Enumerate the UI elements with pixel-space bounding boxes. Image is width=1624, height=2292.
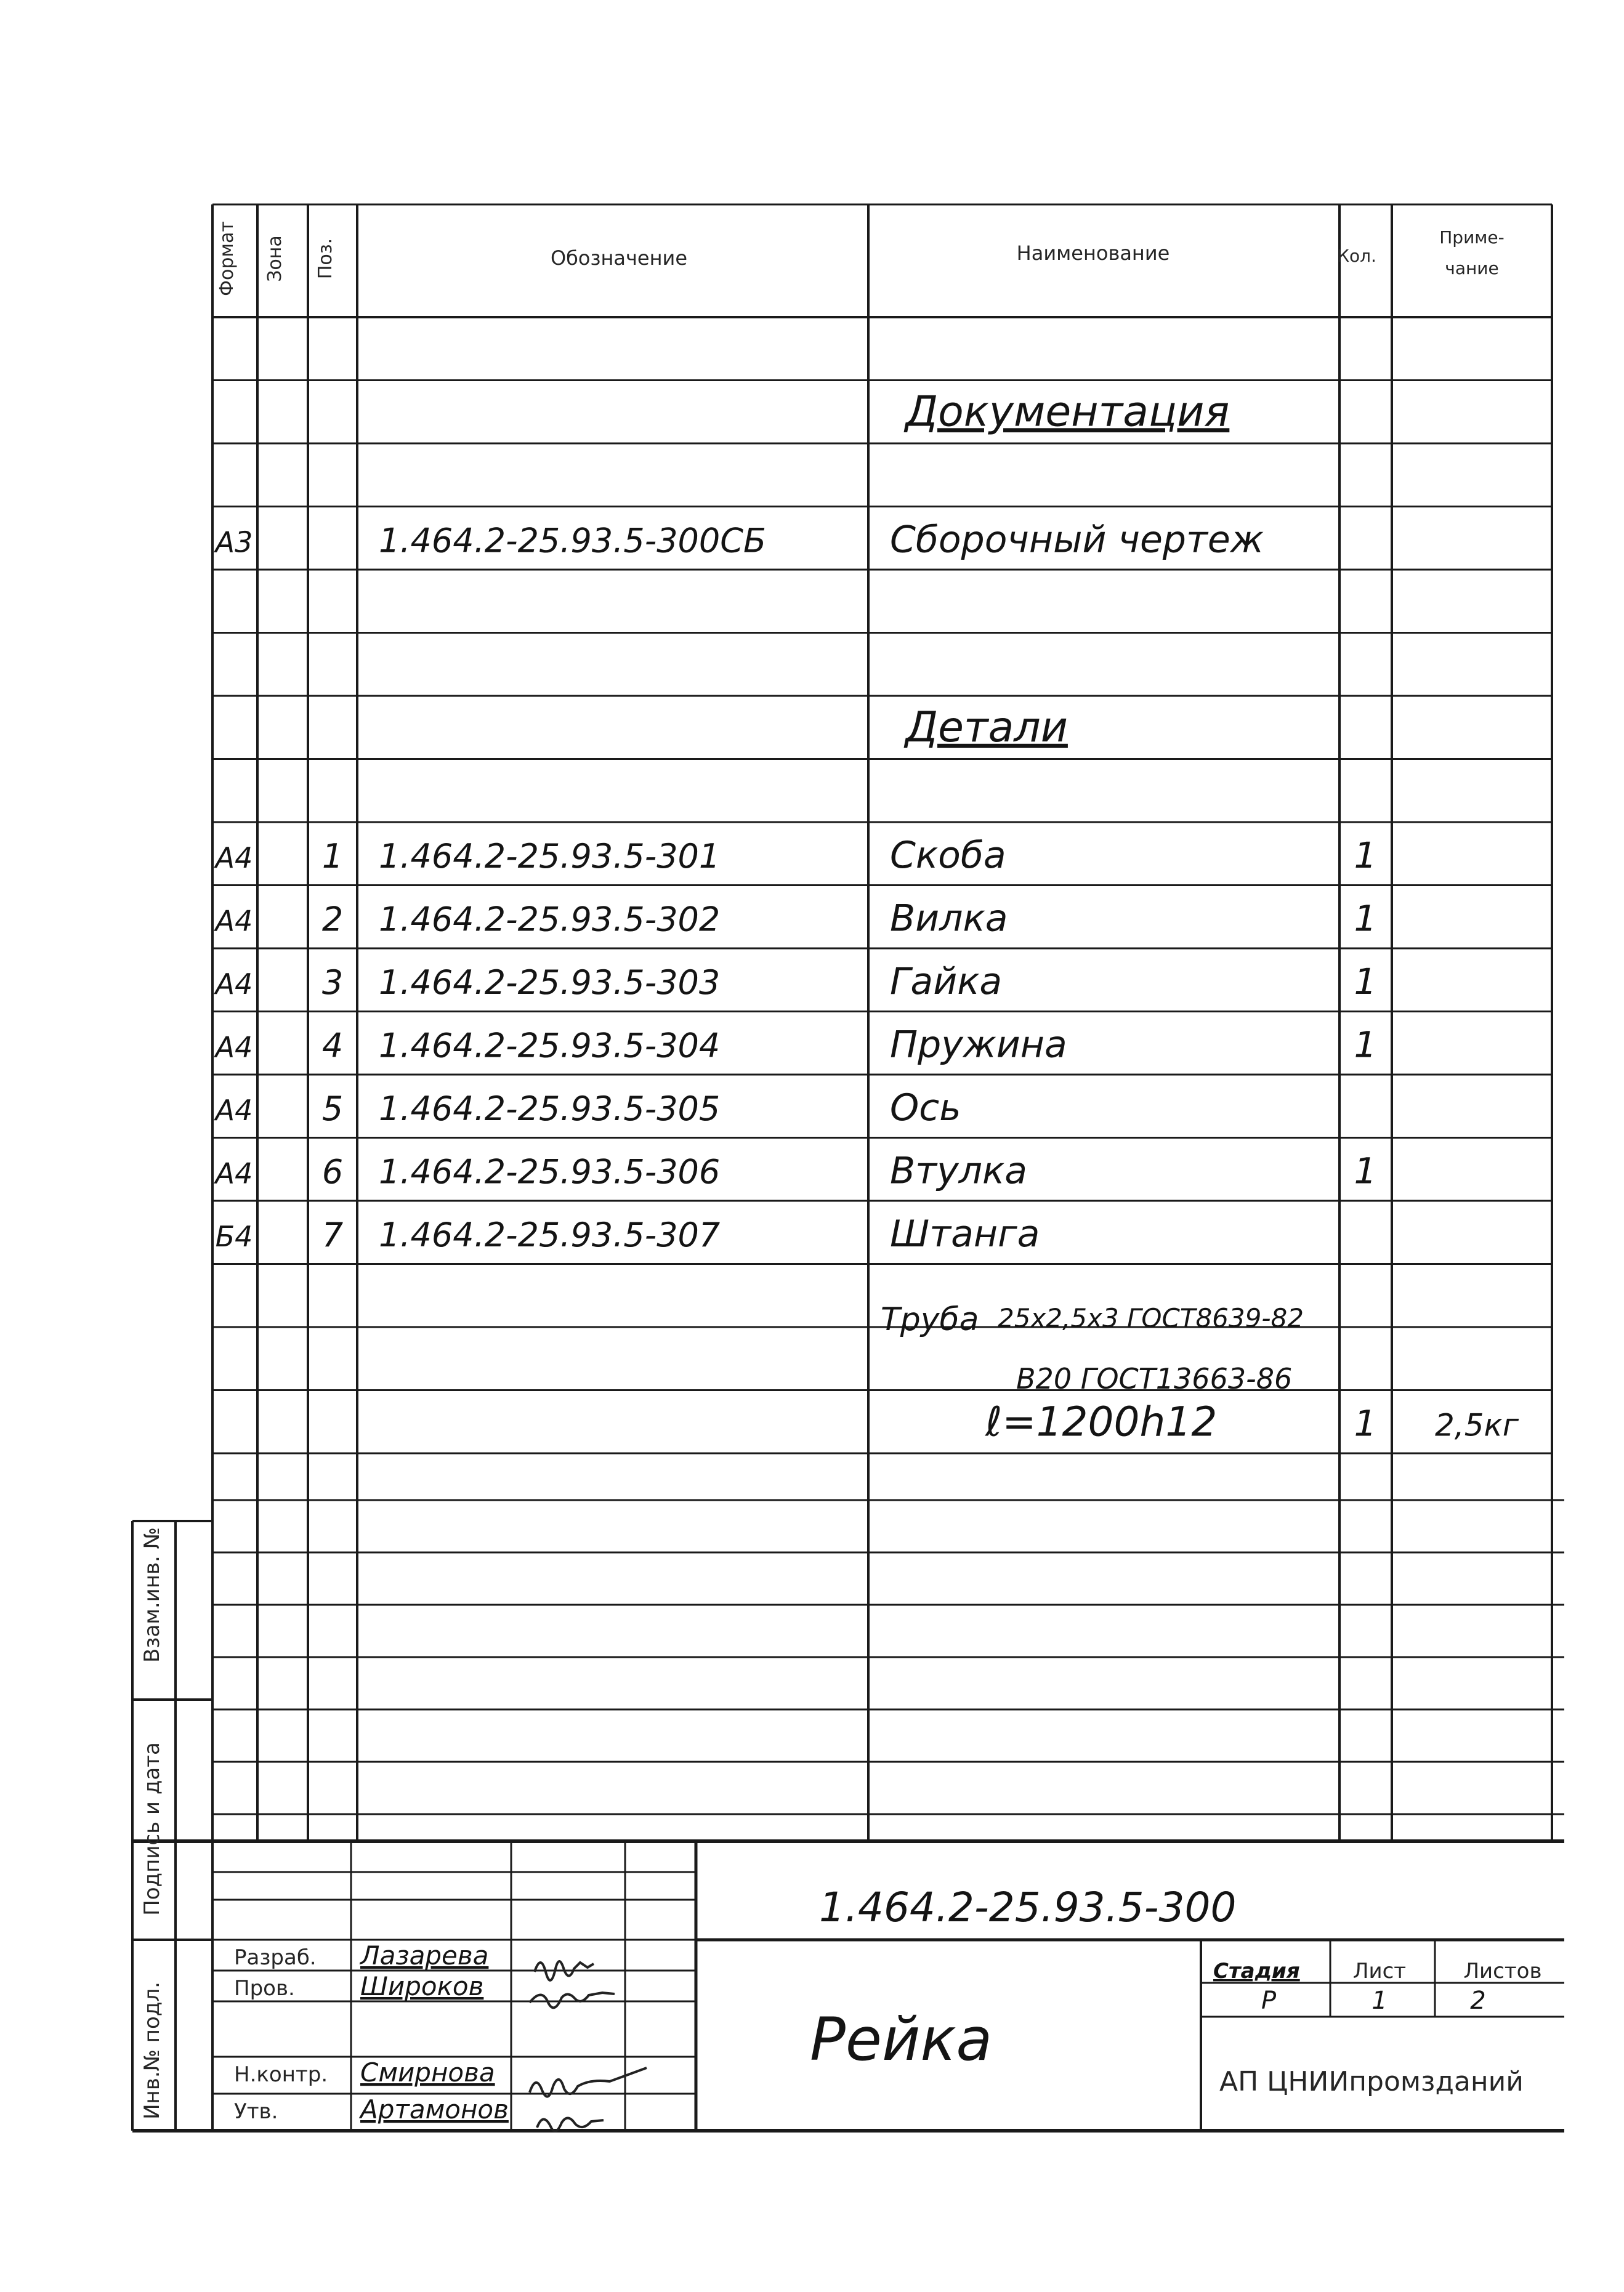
specification-rows	[214, 387, 1519, 1445]
cell-name: Штанга	[890, 1212, 1040, 1256]
material-line2: В20 ГОСТ13663-86	[1016, 1362, 1293, 1395]
cell-note: 2,5кг	[1435, 1407, 1519, 1443]
cell-designation: 1.464.2-25.93.5-304	[379, 1026, 721, 1065]
sheet-label: Лист	[1352, 1959, 1407, 1983]
header-format: Формат	[216, 221, 238, 296]
table-row	[214, 1023, 1377, 1066]
signature-name: Широков	[360, 1971, 484, 2001]
cell-pos: 7	[321, 1215, 344, 1254]
cell-qty: 1	[1354, 897, 1377, 940]
header-name: Наименование	[1016, 241, 1170, 265]
signature-name: Смирнова	[360, 2057, 495, 2088]
cell-name: Детали	[905, 703, 1068, 752]
cell-name: Гайка	[890, 959, 1003, 1003]
signature-role: Н.контр.	[234, 2062, 328, 2087]
cell-pos: 3	[321, 962, 344, 1002]
signature-rows	[234, 1940, 509, 2125]
cell-format: A4	[215, 967, 253, 1001]
table-row	[903, 703, 1068, 752]
cell-qty: 1	[1354, 1023, 1377, 1066]
signature-mark	[530, 2068, 647, 2097]
side-stamp	[140, 1527, 164, 2120]
header-designation: Обозначение	[550, 246, 688, 270]
cell-qty: 1	[1354, 960, 1377, 1003]
cell-qty: 1	[1354, 834, 1377, 876]
header-qty: Кол.	[1337, 246, 1376, 266]
signature-name: Лазарева	[360, 1940, 489, 1971]
table-row	[214, 897, 1377, 940]
signature-mark	[530, 1993, 615, 2008]
cell-qty: 1	[1354, 1150, 1377, 1192]
header-pos: Поз.	[315, 238, 336, 280]
side-sign-date: Подпись и дата	[140, 1742, 164, 1916]
cell-designation: 1.464.2-25.93.5-307	[379, 1215, 721, 1254]
cell-format: A3	[215, 525, 253, 559]
cell-format: A4	[215, 841, 253, 874]
table-row	[214, 1149, 1377, 1192]
table-grid-lines	[132, 204, 1564, 2131]
header-note-line1: Приме-	[1439, 227, 1505, 248]
side-inv-orig: Инв.№ подл.	[140, 1982, 164, 2120]
cell-name: Сборочный чертеж	[890, 518, 1264, 562]
table-row	[216, 1213, 1040, 1256]
cell-name: Вилка	[890, 897, 1008, 940]
cell-designation: 1.464.2-25.93.5-305	[379, 1089, 721, 1128]
title-block	[810, 1884, 1542, 2097]
cell-name: ℓ=1200h12	[985, 1398, 1218, 1446]
cell-name: Ось	[890, 1086, 961, 1129]
cell-designation: 1.464.2-25.93.5-303	[379, 962, 721, 1002]
cell-name: Документация	[905, 387, 1230, 437]
cell-format: A4	[215, 904, 253, 938]
table-row	[985, 1398, 1519, 1445]
cell-pos: 6	[321, 1152, 344, 1192]
stage-value: Р	[1261, 1987, 1277, 2015]
organization: АП ЦНИИпромзданий	[1219, 2066, 1524, 2097]
cell-pos: 5	[321, 1089, 344, 1128]
sheet-value: 1	[1372, 1987, 1388, 2015]
cell-format: A4	[215, 1093, 253, 1127]
material-spec	[881, 1301, 1304, 1395]
material-line1-spec: 25х2,5х3 ГОСТ8639-82	[998, 1303, 1304, 1333]
table-row	[214, 518, 1264, 561]
cell-designation: 1.464.2-25.93.5-300СБ	[379, 521, 767, 560]
cell-format: A4	[215, 1030, 253, 1064]
stage-label: Стадия	[1213, 1959, 1300, 1983]
cell-format: A4	[215, 1156, 253, 1190]
cell-name: Пружина	[890, 1023, 1067, 1067]
side-inv-replace: Взам.инв. №	[140, 1527, 164, 1663]
table-row	[214, 1086, 961, 1129]
sheets-label: Листов	[1463, 1959, 1542, 1983]
document-title: Рейка	[810, 2005, 993, 2074]
cell-pos: 2	[321, 900, 344, 939]
cell-designation: 1.464.2-25.93.5-306	[379, 1152, 721, 1192]
cell-pos: 4	[321, 1026, 344, 1065]
table-header	[216, 221, 1505, 296]
signature-role: Утв.	[234, 2099, 278, 2124]
cell-designation: 1.464.2-25.93.5-302	[379, 900, 721, 939]
signatures	[530, 1961, 647, 2131]
cell-name: Втулка	[890, 1149, 1027, 1193]
table-row	[903, 387, 1229, 436]
signature-role: Пров.	[234, 1976, 295, 2001]
cell-pos: 1	[321, 836, 344, 876]
table-row	[214, 834, 1377, 877]
signature-name: Артамонов	[360, 2094, 509, 2125]
signature-role: Разраб.	[234, 1945, 317, 1970]
cell-designation: 1.464.2-25.93.5-301	[379, 836, 721, 876]
table-row	[214, 960, 1377, 1003]
material-line1-prefix: Труба	[881, 1301, 979, 1338]
header-zone: Зона	[264, 235, 286, 282]
sheets-value: 2	[1470, 1987, 1486, 2015]
cell-name: Скоба	[890, 833, 1006, 877]
cell-format: Б4	[215, 1219, 253, 1253]
doc-number: 1.464.2-25.93.5-300	[819, 1884, 1237, 1931]
cell-qty: 1	[1354, 1402, 1377, 1445]
header-note-line2: чание	[1445, 258, 1499, 278]
